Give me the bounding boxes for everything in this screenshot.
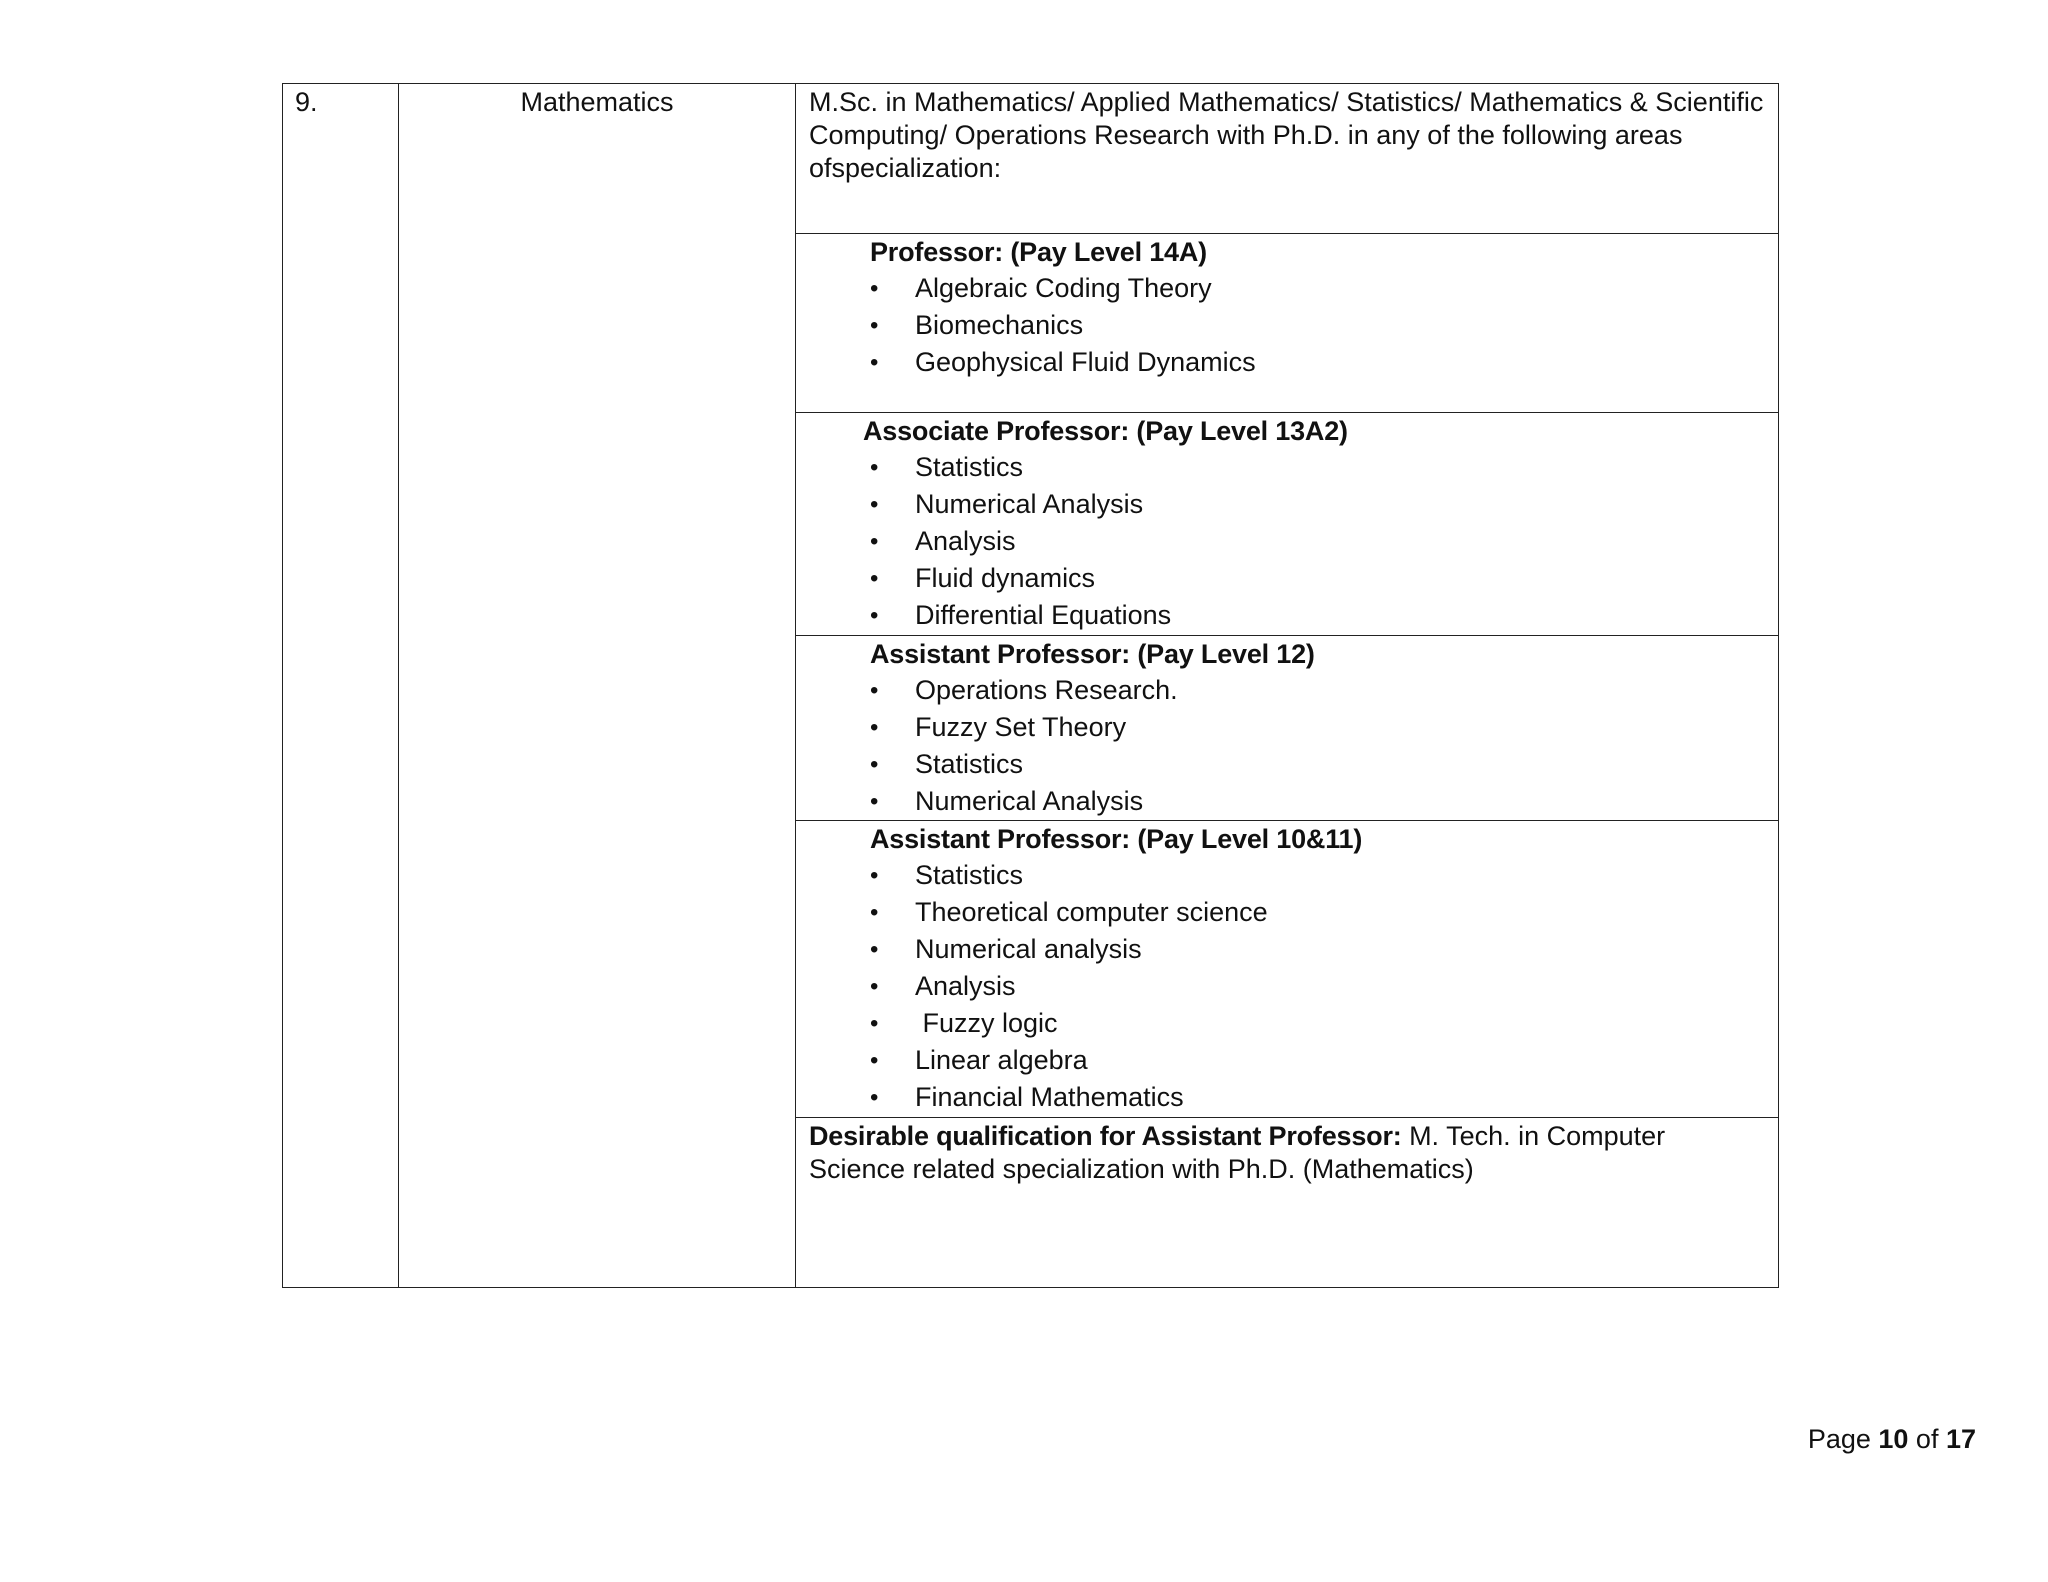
table-row	[283, 84, 1779, 234]
list-item	[796, 931, 1778, 968]
bullet-icon: •	[870, 973, 879, 1000]
page-middle: of	[1908, 1424, 1946, 1454]
assistant-professor-10-11-areas-list	[796, 857, 1778, 1116]
intro-text: M.Sc. in Mathematics/ Applied Mathematics/ Statistics/ Mathematics & Scientific Computing/ Operations Research with Ph.D. in any of the following areas ofspecialization:	[809, 87, 1764, 183]
professor-heading: Professor: (Pay Level 14A)	[870, 237, 1207, 267]
area-label: Operations Research.	[915, 675, 1178, 705]
professor-cell	[796, 234, 1779, 413]
bullet-icon: •	[870, 454, 879, 481]
bullet-icon: •	[870, 1084, 879, 1111]
desirable-qualification-label: Desirable qualification for Assistant Professor:	[809, 1121, 1402, 1151]
desirable-qualification-text: M. Tech. in Computer Science related specialization with Ph.D. (Mathematics)	[809, 1121, 1666, 1184]
area-label: Fluid dynamics	[915, 563, 1096, 593]
bullet-icon: •	[870, 714, 879, 741]
bullet-icon: •	[870, 899, 879, 926]
bullet-icon: •	[870, 602, 879, 629]
page-number	[1808, 1423, 1976, 1456]
bullet-icon: •	[870, 349, 879, 376]
list-item	[796, 344, 1778, 381]
list-item	[796, 449, 1778, 486]
assistant-professor-12-areas-list	[796, 672, 1778, 820]
assistant-professor-10-11-cell	[796, 821, 1779, 1118]
list-item	[796, 1079, 1778, 1116]
bullet-icon: •	[870, 1047, 879, 1074]
assistant-professor-12-cell	[796, 636, 1779, 821]
associate-professor-cell	[796, 413, 1779, 636]
list-item	[796, 857, 1778, 894]
list-item	[796, 1005, 1778, 1042]
list-item	[796, 486, 1778, 523]
professor-areas-list	[796, 270, 1778, 381]
bullet-icon: •	[870, 788, 879, 815]
current-page: 10	[1878, 1424, 1909, 1454]
list-item	[796, 307, 1778, 344]
area-label: Theoretical computer science	[915, 897, 1268, 927]
list-item	[796, 672, 1778, 709]
area-label: Numerical Analysis	[915, 489, 1144, 519]
qualification-table	[282, 83, 1779, 1288]
area-label: Statistics	[915, 860, 1024, 890]
area-label: Statistics	[915, 749, 1024, 779]
total-pages: 17	[1945, 1424, 1976, 1454]
list-item	[796, 746, 1778, 783]
associate-professor-heading: Associate Professor: (Pay Level 13A2)	[863, 416, 1348, 446]
bullet-icon: •	[870, 677, 879, 704]
list-item	[796, 968, 1778, 1005]
list-item	[796, 1042, 1778, 1079]
area-label: Linear algebra	[915, 1045, 1088, 1075]
list-item	[796, 560, 1778, 597]
bullet-icon: •	[870, 862, 879, 889]
serial-number: 9.	[295, 87, 318, 117]
list-item	[796, 270, 1778, 307]
area-label: Algebraic Coding Theory	[915, 273, 1212, 303]
area-label: Biomechanics	[915, 310, 1084, 340]
area-label: Statistics	[915, 452, 1024, 482]
list-item	[796, 783, 1778, 820]
bullet-icon: •	[870, 1010, 879, 1037]
bullet-icon: •	[870, 528, 879, 555]
assistant-professor-12-heading: Assistant Professor: (Pay Level 12)	[870, 639, 1315, 669]
area-label: Fuzzy Set Theory	[915, 712, 1127, 742]
list-item	[796, 523, 1778, 560]
bullet-icon: •	[870, 312, 879, 339]
bullet-icon: •	[870, 936, 879, 963]
area-label: Analysis	[915, 526, 1016, 556]
area-label: Fuzzy logic	[915, 1008, 1058, 1038]
bullet-icon: •	[870, 275, 879, 302]
assistant-professor-10-11-heading: Assistant Professor: (Pay Level 10&11)	[870, 824, 1363, 854]
bullet-icon: •	[870, 491, 879, 518]
area-label: Analysis	[915, 971, 1016, 1001]
subject-cell	[399, 84, 796, 1288]
serial-cell	[283, 84, 399, 1288]
desirable-qualification-cell	[796, 1118, 1779, 1288]
list-item	[796, 709, 1778, 746]
list-item	[796, 597, 1778, 634]
area-label: Differential Equations	[915, 600, 1172, 630]
subject-name: Mathematics	[520, 87, 674, 117]
bullet-icon: •	[870, 565, 879, 592]
bullet-icon: •	[870, 751, 879, 778]
list-item	[796, 894, 1778, 931]
intro-cell	[796, 84, 1779, 234]
associate-professor-areas-list	[796, 449, 1778, 634]
area-label: Numerical analysis	[915, 934, 1142, 964]
area-label: Financial Mathematics	[915, 1082, 1184, 1112]
page-prefix: Page	[1807, 1424, 1879, 1454]
area-label: Geophysical Fluid Dynamics	[915, 347, 1256, 377]
area-label: Numerical Analysis	[915, 786, 1144, 816]
